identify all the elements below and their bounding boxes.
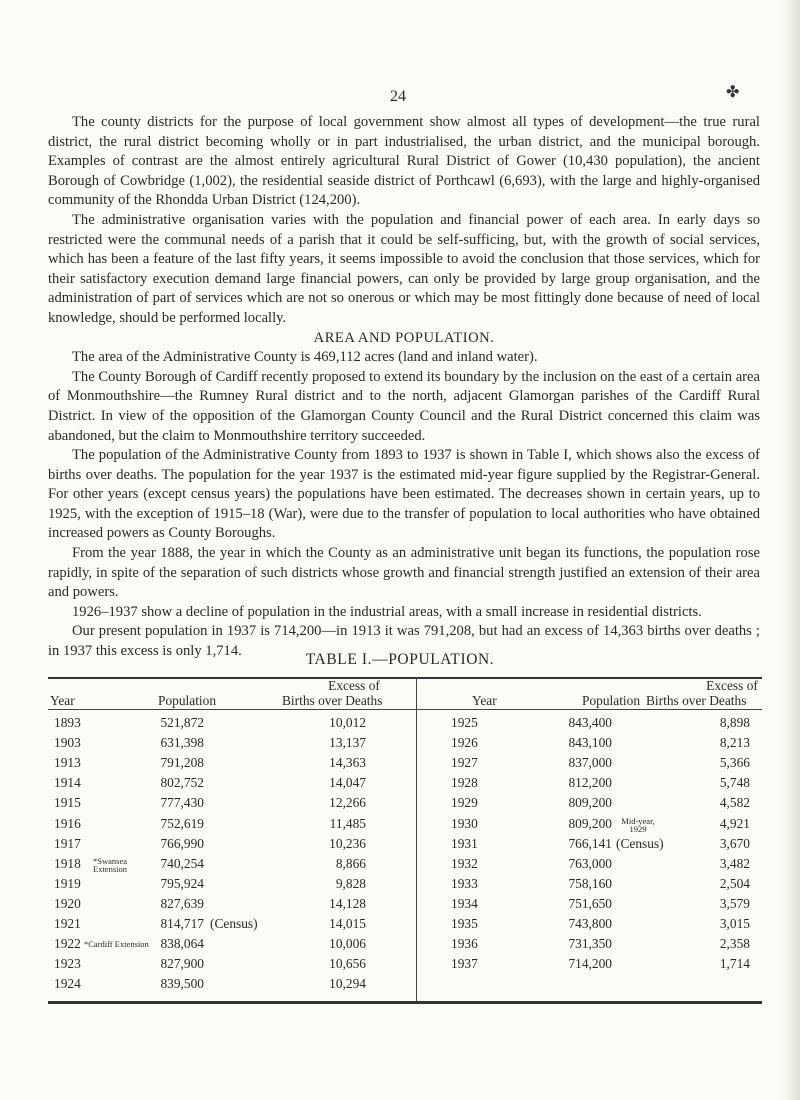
header-excess-line2: Births over Deaths [646,693,747,708]
row-excess: 10,236 [329,835,366,851]
row-excess: 8,866 [335,855,366,871]
row-footnote: *Swansea Extension [93,855,127,874]
census-note: (Census) [210,916,258,931]
row-population: 740,254 [160,855,204,871]
row-footnote: Mid-year, 1929 [621,815,655,834]
row-population: 766,141 [568,835,612,851]
row-year: 1918 [54,855,81,871]
body-text [48,113,760,662]
row-population: 812,200 [568,775,612,791]
row-year: 1925 [451,715,478,730]
row-year: 1913 [54,755,81,771]
row-excess: 11,485 [329,815,366,831]
row-year: 1928 [451,775,478,791]
row-year: 1934 [451,895,478,911]
row-excess: 8,898 [719,715,750,730]
row-year: 1936 [451,936,478,952]
row-excess: 3,670 [719,835,750,851]
row-population: 827,900 [160,956,204,972]
row-population: 766,990 [160,835,204,851]
row-population: 814,717 [160,916,204,931]
row-population: 631,398 [160,735,204,751]
row-excess: 1,714 [719,956,750,972]
row-population: 843,400 [568,715,612,730]
row-excess: 4,582 [719,795,750,811]
row-year: 1935 [451,916,478,931]
row-population: 839,500 [160,976,204,992]
row-year: 1932 [451,855,478,871]
row-excess: 3,015 [719,916,750,931]
row-year: 1916 [54,815,81,831]
header-year: Year [50,693,75,708]
row-year: 1915 [54,795,81,811]
row-excess: 8,213 [719,735,750,751]
printer-ornament-icon: ✤ [726,84,740,101]
row-year: 1921 [54,916,81,931]
row-year: 1933 [451,875,478,891]
row-population: 843,100 [568,735,612,751]
header-population: Population [158,693,217,708]
row-year: 1919 [54,875,81,891]
section-heading: AREA AND POPULATION. [313,329,495,346]
row-excess: 10,012 [329,715,366,730]
row-excess: 14,363 [329,755,366,771]
row-excess: 14,128 [329,895,366,911]
row-excess: 13,137 [329,735,366,751]
row-population: 751,650 [568,895,612,911]
row-year: 1917 [54,835,81,851]
row-excess: 9,828 [335,875,366,891]
row-year: 1914 [54,775,81,791]
row-footnote: *Cardiff Extension [84,939,149,950]
row-excess: 3,482 [719,855,750,871]
row-population: 714,200 [568,956,612,972]
row-year: 1926 [451,735,478,751]
table-header-rule [48,709,762,710]
paragraph: Our present population in 1937 is 714,200—in 1913 it was 791,208, but had an excess of 14,363 births over deaths ; in 1937 this excess is only 1,714. [48,623,760,660]
row-population: 802,752 [160,775,204,791]
row-population: 752,619 [160,815,204,831]
row-excess: 5,748 [719,775,750,791]
row-year: 1903 [54,735,81,751]
page-number: 24 [390,88,406,105]
row-population: 827,639 [160,895,204,911]
row-excess: 12,266 [329,795,366,811]
row-year: 1927 [451,755,478,771]
row-population: 795,924 [160,875,204,891]
row-population: 521,872 [160,715,204,730]
row-year: 1923 [54,956,81,972]
row-excess: 10,006 [329,936,366,952]
row-excess: 10,656 [329,956,366,972]
census-note: (Census) [616,835,664,851]
row-excess: 3,579 [719,895,750,911]
table-column-divider [416,677,417,1002]
paragraph: The county districts for the purpose of local government show almost all types of development—the true rural district, the rural district becoming wholly or in part industrialised, the urban district, and the municipal borough. Examples of contrast are the almost entirely agricultural Rural District of Gower (10,430 population), the ancient Borough of Cowbridge (1,002), the residential seaside district of Porthcawl (6,693), with the large and highly-organised community of the Rhondda Urban District (124,200). [48,114,760,209]
row-population: 809,200 [568,815,612,831]
row-excess: 2,504 [719,875,750,891]
paragraph: From the year 1888, the year in which the County as an administrative unit began its functions, the population rose rapidly, in spite of the separation of such districts whose growth and financial strength justified an extension of their area and powers. [48,545,760,601]
row-excess: 10,294 [329,976,366,992]
header-year: Year [472,693,497,708]
paragraph: The population of the Administrative County from 1893 to 1937 is shown in Table I, which shows also the excess of births over deaths. The population for the year 1937 is the estimated mid-year figure supplied by the Registrar-General. For other years (except census years) the populations have been estimated. The decreases shown in certain years, up to 1925, with the exception of 1915–18 (War), were due to the transfer of population to local authorities who have obtained increased powers as County Boroughs. [48,447,760,542]
header-excess-line1: Excess of [328,678,380,693]
row-year: 1922 [54,936,81,952]
row-excess: 5,366 [719,755,750,771]
paragraph: The County Borough of Cardiff recently proposed to extend its boundary by the inclusion on the east of a certain area of Monmouthshire—the Rumney Rural district and to the north, adjacent Glamorgan parishes of the Cardiff Rural District. In view of the opposition of the Glamorgan County Council and the Rural District concerned this claim was abandoned, but the claim to Monmouthshire territory succeeded. [48,368,760,444]
row-population: 838,064 [160,936,204,952]
row-excess: 14,047 [329,775,366,791]
row-year: 1937 [451,956,478,972]
row-year: 1920 [54,895,81,911]
row-population: 731,350 [568,936,612,952]
paragraph: 1926–1937 show a decline of population in the industrial areas, with a small increase in residential districts. [72,603,702,620]
table-title: TABLE I.—POPULATION. [305,651,495,668]
row-excess: 4,921 [719,815,750,831]
header-excess-line2: Births over Deaths [282,693,383,708]
row-year: 1930 [451,815,478,831]
row-population: 791,208 [160,755,204,771]
row-excess: 2,358 [719,936,750,952]
row-population: 809,200 [568,795,612,811]
row-year: 1893 [54,715,81,730]
paragraph: The area of the Administrative County is 469,112 acres (land and inland water). [72,349,538,366]
row-population: 837,000 [568,755,612,771]
paragraph: The administrative organisation varies with the population and financial power of each area. In early days so restricted were the communal needs of a parish that it could be self-sufficing, but, with the growth of social services, which has been a feature of the last fifty years, it seems impossible to avoid the conclusion that those services, which for their satisfactory execution demand large financial powers, can only be provided by large group organisation, and the administration of part of services which are not so onerous or which may be most fittingly done because of need of local knowledge, should be performed locally. [48,211,760,326]
row-population: 763,000 [568,855,612,871]
header-excess-line1: Excess of [706,678,758,693]
row-year: 1924 [54,976,81,992]
row-excess: 14,015 [329,916,366,931]
row-population: 743,800 [568,916,612,931]
header-population: Population [582,693,641,708]
row-population: 777,430 [160,795,204,811]
row-year: 1931 [451,835,478,851]
page-edge-shadow [782,0,800,1100]
row-population: 758,160 [568,875,612,891]
table-bottom-rule [48,1001,762,1004]
row-year: 1929 [451,795,478,811]
